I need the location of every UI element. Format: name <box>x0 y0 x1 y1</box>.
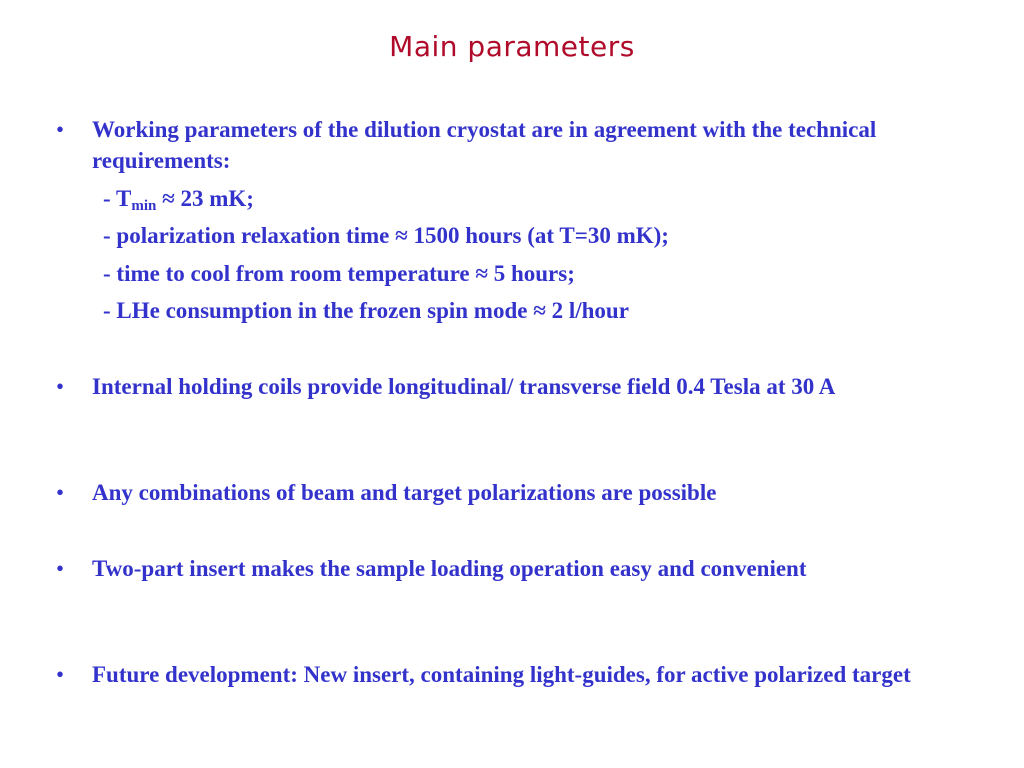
bullet-text: Two-part insert makes the sample loading operation easy and convenient <box>92 556 807 581</box>
page-title: Main parameters <box>389 30 635 63</box>
bullet-marker: • <box>56 662 65 687</box>
bullet-text: Working parameters of the dilution cryostat are in agreement with the technical requirements: <box>92 117 877 173</box>
bullet-marker: • <box>56 117 65 142</box>
bullet-text: Internal holding coils provide longitudinal/ transverse field 0.4 Tesla at 30 A <box>92 374 836 399</box>
bullet-item-combinations <box>56 477 956 508</box>
tmin-prefix: - T <box>103 186 132 211</box>
sub-item-tmin <box>103 183 963 214</box>
bullet-text: Future development: New insert, containing light-guides, for active polarized target <box>92 662 911 687</box>
bullet-text: Any combinations of beam and target polarizations are possible <box>92 480 717 505</box>
bullet-marker: • <box>56 374 65 399</box>
sub-item-lhe: - LHe consumption in the frozen spin mode ≈ 2 l/hour <box>103 298 629 323</box>
bullet-marker: • <box>56 480 65 505</box>
bullet-item-working-parameters <box>56 114 956 176</box>
bullet-item-holding-coils <box>56 371 956 402</box>
bullet-item-future-development <box>56 659 956 690</box>
sub-item-cooldown: - time to cool from room temperature ≈ 5 hours; <box>103 261 575 286</box>
sub-item-relaxation: - polarization relaxation time ≈ 1500 hours (at T=30 mK); <box>103 223 669 248</box>
tmin-subscript: min <box>131 198 157 214</box>
tmin-value: ≈ 23 mK; <box>156 186 254 211</box>
bullet-marker: • <box>56 556 65 581</box>
bullet-item-two-part-insert <box>56 553 956 584</box>
